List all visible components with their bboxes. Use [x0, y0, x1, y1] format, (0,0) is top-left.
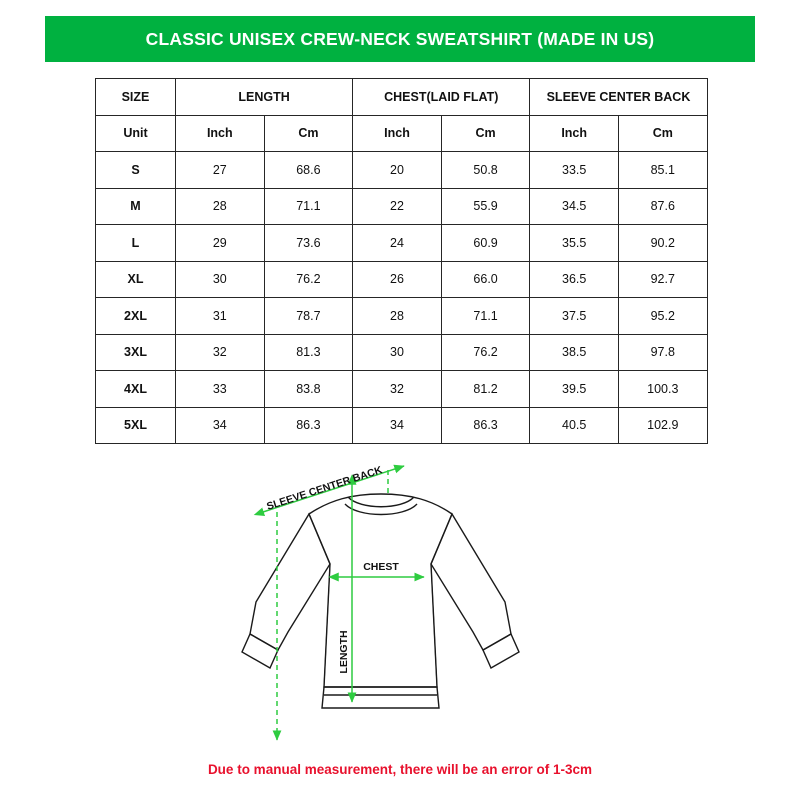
cell-length-inch: 33 — [176, 371, 265, 408]
cell-length-inch: 30 — [176, 261, 265, 298]
cell-chest-cm: 86.3 — [441, 407, 530, 444]
cell-size: M — [96, 188, 176, 225]
sweatshirt-diagram-svg — [0, 452, 800, 752]
cell-sleeve-cm: 90.2 — [618, 225, 707, 262]
cell-chest-cm: 50.8 — [441, 152, 530, 189]
unit-cell: Cm — [264, 115, 353, 152]
header-banner — [45, 16, 755, 62]
measurement-note: Due to manual measurement, there will be an error of 1-3cm — [207, 762, 593, 777]
cell-length-cm: 71.1 — [264, 188, 353, 225]
table-row — [96, 188, 708, 225]
label-sleeve-center-back: SLEEVE CENTER BACK — [265, 464, 384, 513]
table-row — [96, 261, 708, 298]
cell-size: 4XL — [96, 371, 176, 408]
cell-sleeve-inch: 39.5 — [530, 371, 619, 408]
cell-chest-cm: 55.9 — [441, 188, 530, 225]
measure-arrows — [263, 466, 424, 740]
cell-chest-inch: 24 — [353, 225, 442, 262]
cell-sleeve-cm: 85.1 — [618, 152, 707, 189]
unit-cell: Cm — [441, 115, 530, 152]
cell-chest-inch: 26 — [353, 261, 442, 298]
cell-chest-inch: 32 — [353, 371, 442, 408]
cell-chest-inch: 34 — [353, 407, 442, 444]
cell-sleeve-inch: 33.5 — [530, 152, 619, 189]
cell-length-inch: 27 — [176, 152, 265, 189]
cell-chest-inch: 20 — [353, 152, 442, 189]
sweatshirt-outline — [242, 494, 519, 708]
page-title: CLASSIC UNISEX CREW-NECK SWEATSHIRT (MADE IN US) — [145, 28, 655, 49]
unit-cell: Inch — [353, 115, 442, 152]
table-row — [96, 334, 708, 371]
cell-sleeve-cm: 100.3 — [618, 371, 707, 408]
cell-length-cm: 68.6 — [264, 152, 353, 189]
label-length: LENGTH — [338, 630, 350, 674]
unit-cell: Inch — [530, 115, 619, 152]
group-header-length: LENGTH — [176, 79, 353, 116]
table-row — [96, 152, 708, 189]
cell-sleeve-inch: 37.5 — [530, 298, 619, 335]
cell-length-cm: 81.3 — [264, 334, 353, 371]
cell-size: S — [96, 152, 176, 189]
cell-length-inch: 32 — [176, 334, 265, 371]
table-row — [96, 407, 708, 444]
cell-chest-cm: 76.2 — [441, 334, 530, 371]
cell-length-cm: 83.8 — [264, 371, 353, 408]
label-chest: CHEST — [363, 561, 399, 573]
cell-chest-inch: 30 — [353, 334, 442, 371]
cell-sleeve-inch: 36.5 — [530, 261, 619, 298]
cell-length-inch: 28 — [176, 188, 265, 225]
table-row — [96, 225, 708, 262]
unit-cell: Inch — [176, 115, 265, 152]
cell-length-inch: 31 — [176, 298, 265, 335]
cell-chest-cm: 81.2 — [441, 371, 530, 408]
table-row — [96, 298, 708, 335]
cell-chest-inch: 22 — [353, 188, 442, 225]
group-header-sleeve: SLEEVE CENTER BACK — [530, 79, 707, 116]
cell-size: 3XL — [96, 334, 176, 371]
cell-sleeve-cm: 97.8 — [618, 334, 707, 371]
cell-length-cm: 73.6 — [264, 225, 353, 262]
cell-size: 5XL — [96, 407, 176, 444]
measurement-diagram — [0, 452, 800, 752]
cell-size: XL — [96, 261, 176, 298]
cell-chest-cm: 66.0 — [441, 261, 530, 298]
table-body — [96, 152, 708, 444]
unit-cell: Unit — [96, 115, 176, 152]
unit-cell: Cm — [618, 115, 707, 152]
cell-chest-inch: 28 — [353, 298, 442, 335]
cell-size: 2XL — [96, 298, 176, 335]
table-head — [96, 79, 708, 152]
size-table — [95, 78, 708, 444]
cell-length-cm: 76.2 — [264, 261, 353, 298]
cell-sleeve-cm: 92.7 — [618, 261, 707, 298]
cell-chest-cm: 71.1 — [441, 298, 530, 335]
cell-sleeve-inch: 38.5 — [530, 334, 619, 371]
table-row — [96, 371, 708, 408]
cell-sleeve-cm: 102.9 — [618, 407, 707, 444]
cell-sleeve-inch: 40.5 — [530, 407, 619, 444]
cell-length-inch: 29 — [176, 225, 265, 262]
group-header-size: SIZE — [96, 79, 176, 116]
cell-sleeve-inch: 35.5 — [530, 225, 619, 262]
group-header-chest: CHEST(LAID FLAT) — [353, 79, 530, 116]
unit-header-row — [96, 115, 708, 152]
cell-length-inch: 34 — [176, 407, 265, 444]
cell-sleeve-cm: 87.6 — [618, 188, 707, 225]
group-header-row — [96, 79, 708, 116]
cell-size: L — [96, 225, 176, 262]
cell-length-cm: 78.7 — [264, 298, 353, 335]
cell-length-cm: 86.3 — [264, 407, 353, 444]
size-table-container — [95, 78, 707, 444]
cell-sleeve-inch: 34.5 — [530, 188, 619, 225]
cell-chest-cm: 60.9 — [441, 225, 530, 262]
cell-sleeve-cm: 95.2 — [618, 298, 707, 335]
